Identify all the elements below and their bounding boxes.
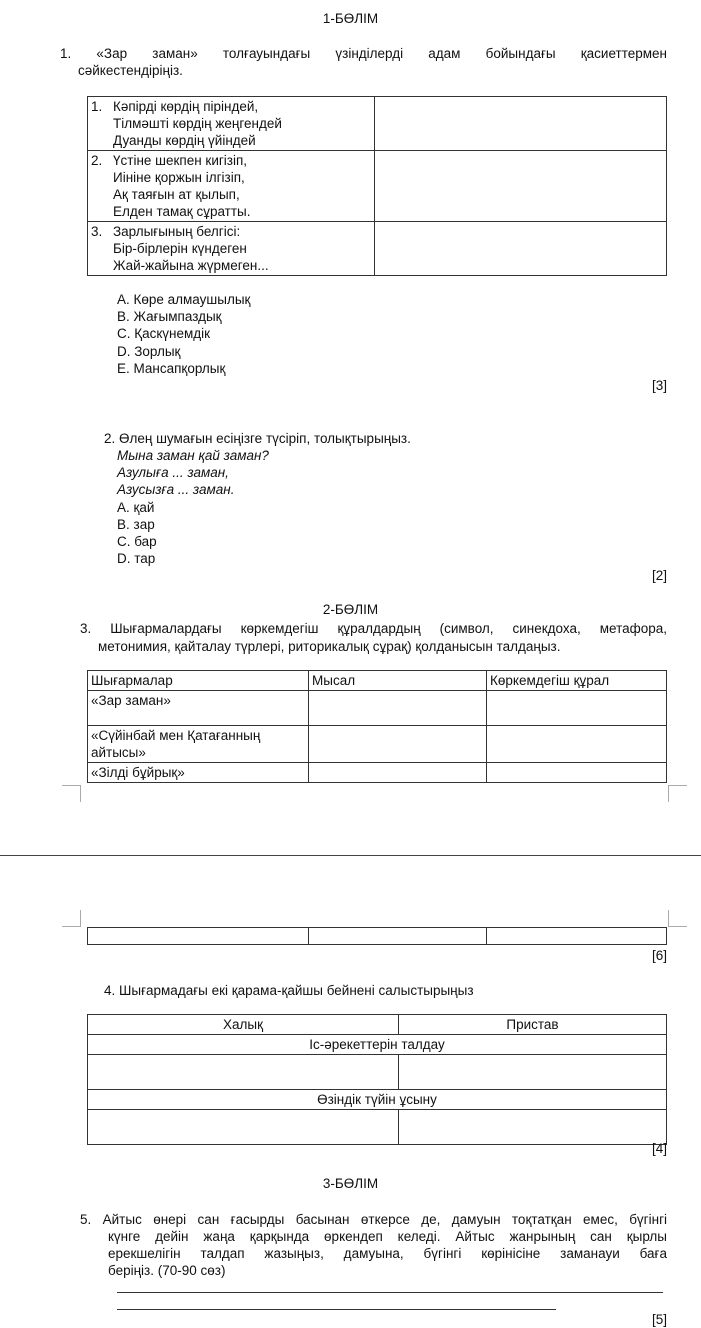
page-corner-mark xyxy=(668,910,687,927)
q3-header-example: Мысал xyxy=(309,671,487,691)
q3-continued-cell[interactable] xyxy=(309,928,487,945)
q1-answer-cell-1[interactable] xyxy=(375,97,667,151)
q3-example-cell-2[interactable] xyxy=(309,726,487,763)
q1-option-d: D. Зорлық xyxy=(117,344,181,359)
section3-title: 3-БӨЛІМ xyxy=(322,1176,379,1191)
q1-answer-cell-2[interactable] xyxy=(375,151,667,222)
page-break-line xyxy=(0,855,701,856)
q3-continued-cell[interactable] xyxy=(88,928,309,945)
q3-continued-cell[interactable] xyxy=(487,928,667,945)
q1-option-a: A. Көре алмаушылық xyxy=(117,292,251,307)
q5-text-line3: ерекшелігін талдап жазыңыз, дамуына, бүгінгі көрінісіне заманауи баға xyxy=(108,1246,667,1261)
q3-device-cell-1[interactable] xyxy=(487,691,667,726)
q1-score: [3] xyxy=(651,378,667,393)
q2-option-b: B. зар xyxy=(117,517,155,532)
q4-people-opinion-cell[interactable] xyxy=(88,1110,399,1145)
q3-text-line2: метонимия, қайталау түрлері, риторикалық сұрақ) қолданысын талдаңыз. xyxy=(98,639,561,654)
q4-header-people: Халық xyxy=(88,1015,399,1035)
q3-device-cell-3[interactable] xyxy=(487,763,667,783)
section2-title: 2-БӨЛІМ xyxy=(322,602,379,617)
q4-comparison-table xyxy=(87,1014,667,1145)
q2-poem-line2: Азулыға ... заман, xyxy=(117,465,229,480)
q3-score: [6] xyxy=(651,948,667,963)
q3-device-cell-2[interactable] xyxy=(487,726,667,763)
q4-header-bailiff: Пристав xyxy=(399,1015,667,1035)
q4-text: 4. Шығармадағы екі қарама-қайшы бейнені салыстырыңыз xyxy=(104,983,474,998)
q2-option-a: A. қай xyxy=(117,500,155,515)
q3-work-3: «Зілді бұйрық» xyxy=(88,763,309,783)
q2-poem-line3: Азусызға ... заман. xyxy=(117,482,235,497)
answer-line[interactable] xyxy=(117,1292,663,1293)
q1-matching-table xyxy=(87,96,667,276)
q3-work-1: «Зар заман» xyxy=(88,691,309,726)
q1-option-b: B. Жағымпаздық xyxy=(117,309,222,324)
q4-score: [4] xyxy=(651,1141,667,1156)
q2-score: [2] xyxy=(651,568,667,583)
q4-bailiff-opinion-cell[interactable] xyxy=(399,1110,667,1145)
q1-answer-cell-3[interactable] xyxy=(375,222,667,276)
q1-fragment-3: 3. Зарлығының белгісі: Бір-бірлерін күндеген Жай-жайына жүрмеген... xyxy=(88,222,375,276)
q1-option-e: E. Мансапқорлық xyxy=(117,361,226,376)
q3-devices-table xyxy=(87,670,667,783)
page-corner-mark xyxy=(62,910,81,927)
q4-row-action-label: Іс-әрекеттерін талдау xyxy=(88,1035,667,1055)
q2-text: 2. Өлең шумағын есіңізге түсіріп, толықтырыңыз. xyxy=(104,431,411,446)
answer-line[interactable] xyxy=(117,1309,556,1310)
q5-text-line2: күнге дейін жаңа қарқында өркендеп келеді. Айтыс жанрының сан қырлы xyxy=(108,1229,667,1244)
page-corner-mark xyxy=(62,785,81,802)
q4-bailiff-action-cell[interactable] xyxy=(399,1055,667,1090)
q3-text-line1: 3. Шығармалардағы көркемдегіш құралдардың (символ, синекдоха, метафора, xyxy=(80,621,667,636)
q2-poem-line1: Мына заман қай заман? xyxy=(117,448,269,463)
q5-text-line1: 5. Айтыс өнері сан ғасырды басынан өткерсе де, дамуын тоқтатқан емес, бүгінгі xyxy=(80,1212,667,1227)
q2-option-d: D. тар xyxy=(117,551,156,566)
q4-people-action-cell[interactable] xyxy=(88,1055,399,1090)
q1-text-line1: 1. «Зар заман» толғауындағы үзінділерді адам бойындағы қасиеттермен xyxy=(60,46,667,61)
q3-example-cell-3[interactable] xyxy=(309,763,487,783)
q1-text-line2: сәйкестендіріңіз. xyxy=(78,63,183,78)
q5-score: [5] xyxy=(651,1312,667,1327)
q1-fragment-1: 1. Кәпірді көрдің піріндей, Тілмәшті көрдің жеңгендей Дуанды көрдің үйіндей xyxy=(88,97,375,151)
q5-text-line4: беріңіз. (70-90 сөз) xyxy=(108,1263,226,1278)
q3-header-works: Шығармалар xyxy=(88,671,309,691)
q3-example-cell-1[interactable] xyxy=(309,691,487,726)
q3-work-2: «Сүйінбай мен Қатағанның айтысы» xyxy=(88,726,309,763)
section1-title: 1-БӨЛІМ xyxy=(322,11,379,26)
q3-header-device: Көркемдегіш құрал xyxy=(487,671,667,691)
q1-fragment-2: 2. Үстіне шекпен кигізіп, Иініне қоржын ілгізіп, Ақ таяғын ат қылып, Елден тамақ сұратты. xyxy=(88,151,375,222)
q4-row-opinion-label: Өзіндік түйін ұсыну xyxy=(88,1090,667,1110)
q3-devices-table-continued xyxy=(87,927,667,945)
q2-option-c: C. бар xyxy=(117,534,157,549)
q1-option-c: C. Қаскүнемдік xyxy=(117,326,211,341)
page-corner-mark xyxy=(668,785,687,802)
